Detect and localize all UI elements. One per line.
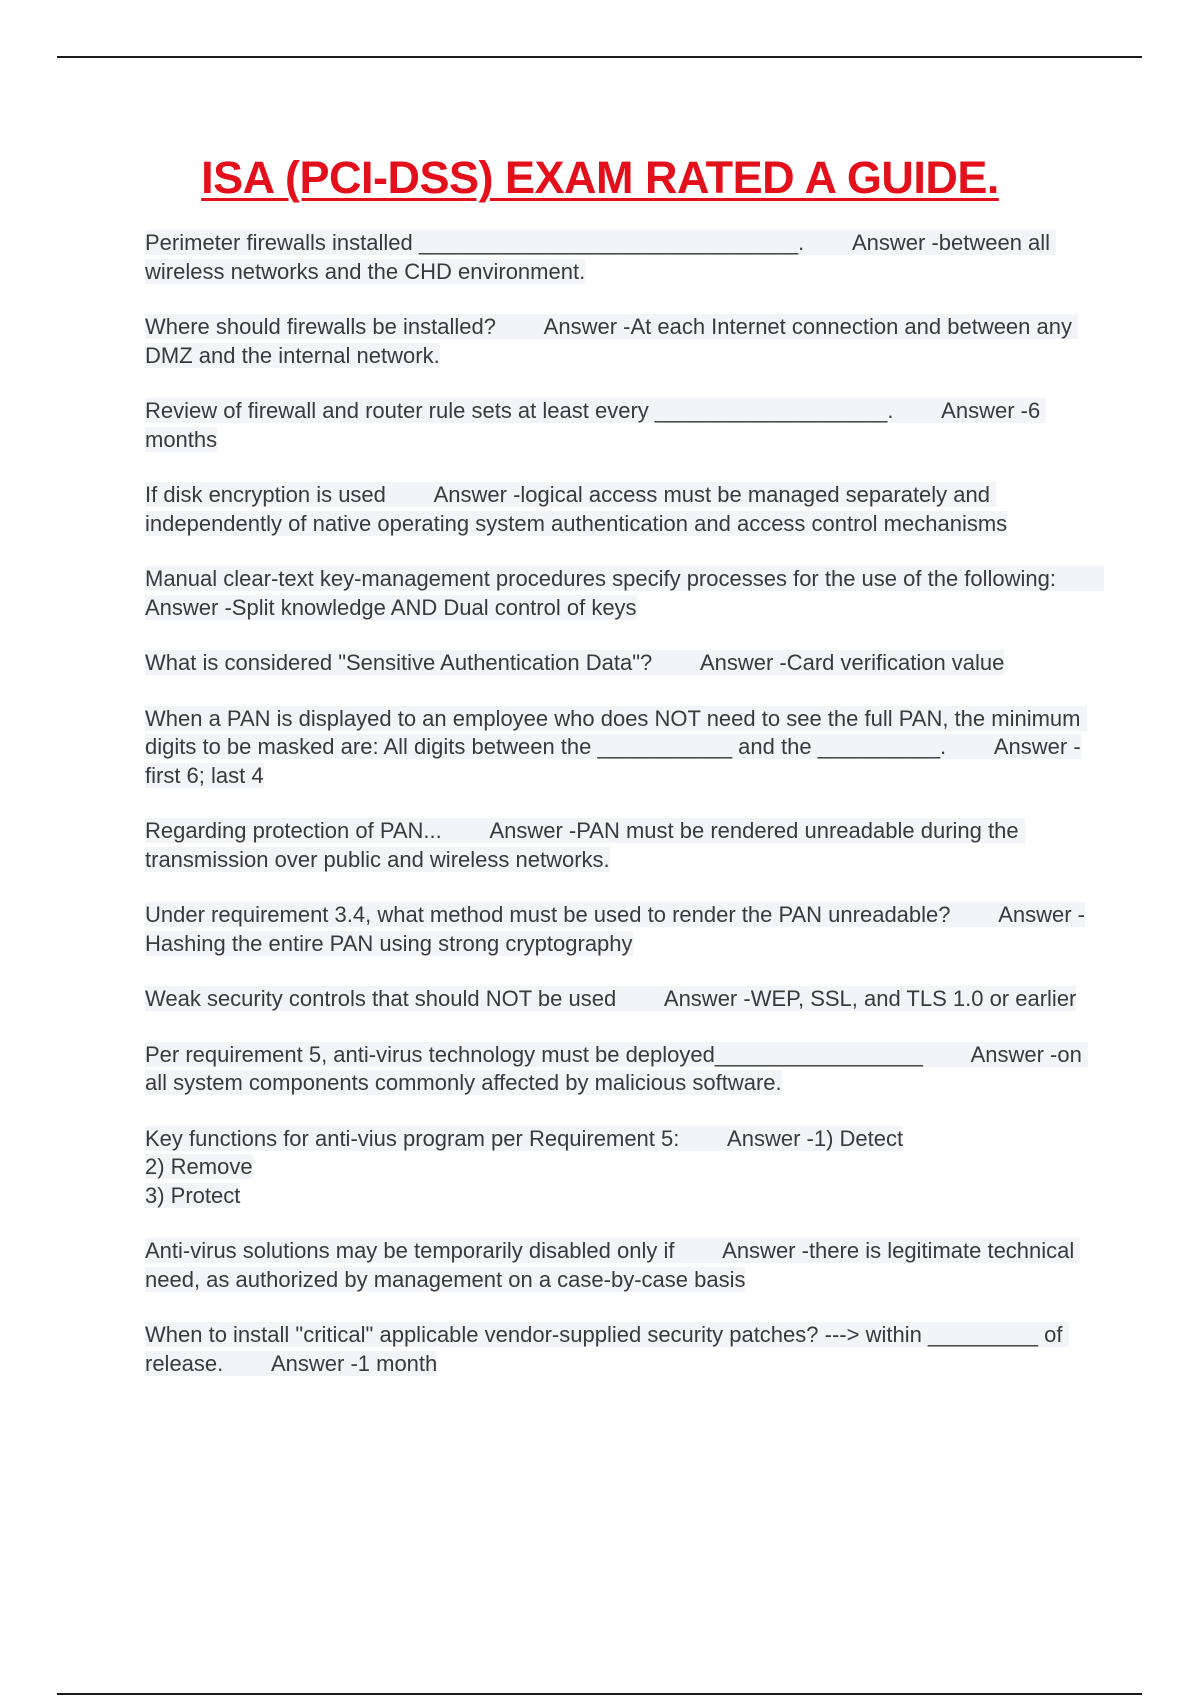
question-text: Where should firewalls be installed? [145,314,496,339]
qa-item [145,985,1095,1014]
question-text: Weak security controls that should NOT be used [145,986,617,1011]
answer-text: Answer -there is legitimate technical need, as authorized by management on a case-by-case basis [145,1238,1081,1292]
answer-text: Answer -Split knowledge AND Dual control of keys [145,594,637,620]
question-text: Manual clear-text key-management procedures specify processes for the use of the following: [145,566,1057,591]
document-title: ISA (PCI-DSS) EXAM RATED A GUIDE. [201,152,999,203]
qa-item [145,1321,1095,1378]
qa-item [145,649,1095,678]
footer-rule [57,1693,1142,1695]
answer-text: Answer -Hashing the entire PAN using strong cryptography [145,902,1085,956]
question-text: Key functions for anti-vius program per Requirement 5: [145,1125,680,1151]
qa-item [145,1237,1095,1294]
question-text: What is considered "Sensitive Authentication Data"? [145,650,653,675]
question-text: Perimeter firewalls installed _______________________________. [145,230,805,255]
question-text: When a PAN is displayed to an employee who does NOT need to see the full PAN, the minimum digits to be masked are: All digits between the ___________ and the __________. [145,705,1087,759]
answer-text: Answer -At each Internet connection and between any DMZ and the internal network. [145,314,1079,368]
answer-text: Answer -PAN must be rendered unreadable during the transmission over public and wireless networks. [145,818,1025,872]
question-text: Regarding protection of PAN... [145,818,442,843]
qa-list [145,229,1095,1405]
answer-text: Answer -on all system components commonly affected by malicious software. [145,1041,1088,1095]
qa-item [145,565,1095,622]
answer-text: Answer -between all wireless networks and the CHD environment. [145,230,1057,284]
question-text: Per requirement 5, anti-virus technology must be deployed_________________ [145,1041,923,1067]
question-text: Anti-virus solutions may be temporarily disabled only if [145,1238,675,1263]
qa-item [145,1125,1095,1211]
question-text: If disk encryption is used [145,482,386,507]
question-text: When to install "critical" applicable vendor-supplied security patches? ---> within _________ of release. [145,1322,1069,1376]
answer-text: Answer -WEP, SSL, and TLS 1.0 or earlier [663,986,1077,1011]
answer-text: Answer -6 months [145,398,1047,452]
answer-text: Answer -Card verification value [699,650,1005,675]
qa-item [145,817,1095,874]
answer-text: Answer -1 month [270,1350,438,1376]
qa-item [145,901,1095,958]
header-rule [57,56,1142,58]
qa-item [145,229,1095,286]
qa-item [145,705,1095,791]
answer-text: Answer -1) Detect 2) Remove 3) Protect [145,1125,904,1208]
answer-text: Answer -logical access must be managed separately and independently of native operating system authentication and access control mechanisms [145,482,1008,536]
qa-item [145,481,1095,538]
qa-item [145,1041,1095,1098]
qa-item [145,313,1095,370]
answer-text: Answer -first 6; last 4 [145,734,1081,788]
question-text: Review of firewall and router rule sets at least every ___________________. [145,398,894,423]
qa-item [145,397,1095,454]
question-text: Under requirement 3.4, what method must be used to render the PAN unreadable? [145,902,951,927]
